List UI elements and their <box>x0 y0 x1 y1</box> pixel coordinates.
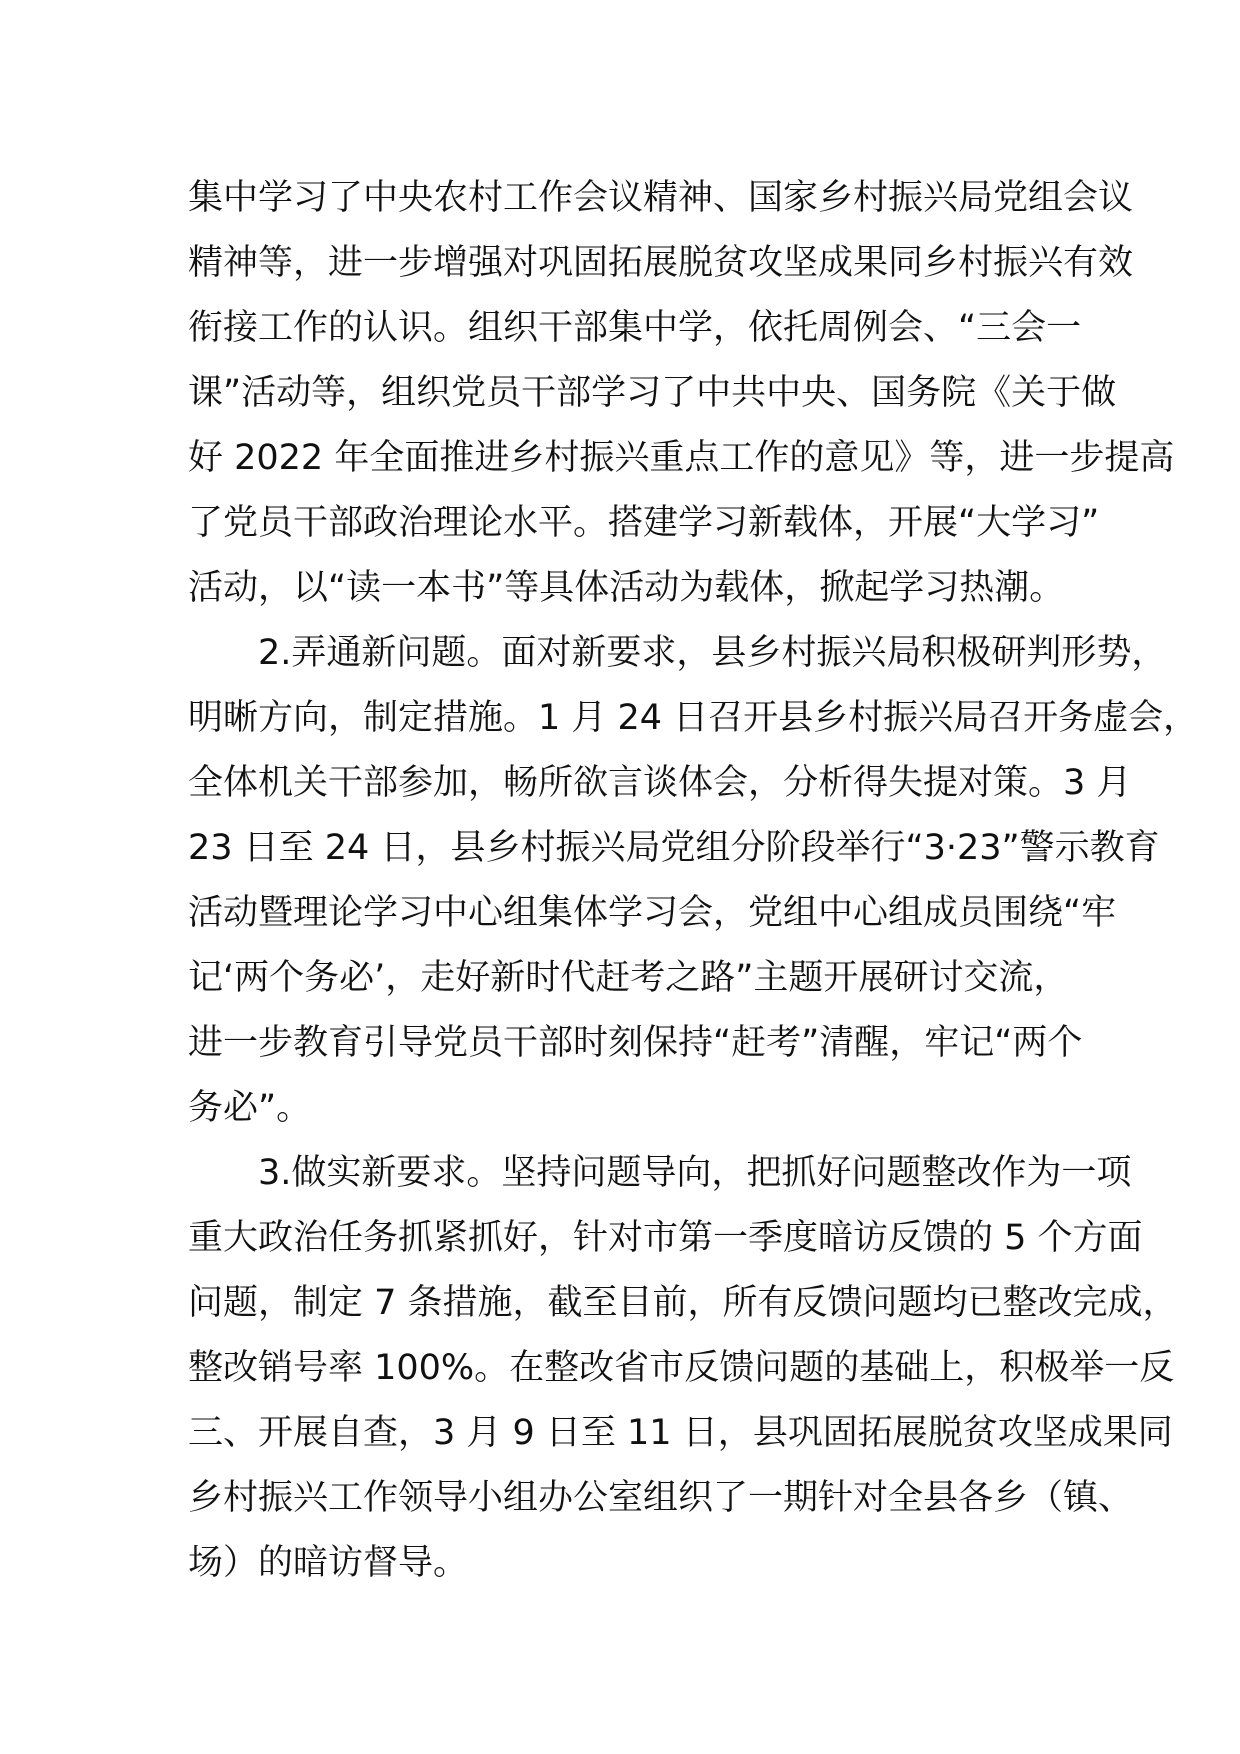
text-line: 活动暨理论学习中心组集体学习会，党组中心组成员围绕“牢 <box>188 893 1117 933</box>
text-line: 场）的暗访督导。 <box>188 1543 469 1583</box>
text-line: 进一步教育引导党员干部时刻保持“赶考”清醒，牢记“两个 <box>188 1023 1083 1063</box>
text-line: 了党员干部政治理论水平。搭建学习新载体，开展“大学习” <box>188 503 1100 543</box>
text-line: 乡村振兴工作领导小组办公室组织了一期针对全县各乡（镇、 <box>188 1478 1134 1518</box>
text-line: 务必”。 <box>188 1088 312 1128</box>
text-line: 好 2022 年全面推进乡村振兴重点工作的意见》等，进一步提高 <box>188 438 1175 478</box>
text-line: 衔接工作的认识。组织干部集中学，依托周例会、“三会一 <box>188 308 1082 348</box>
text-line: 整改销号率 100%。在整改省市反馈问题的基础上，积极举一反 <box>188 1348 1175 1388</box>
text-line: 三、开展自查，3 月 9 日至 11 日，县巩固拓展脱贫攻坚成果同 <box>188 1413 1173 1453</box>
text-line: 记‘两个务必’，走好新时代赶考之路”主题开展研讨交流， <box>188 958 1069 998</box>
text-line: 课”活动等，组织党员干部学习了中共中央、国务院《关于做 <box>188 373 1117 413</box>
text-line: 23 日至 24 日，县乡村振兴局党组分阶段举行“3·23”警示教育 <box>188 828 1160 868</box>
document-body <box>188 166 1199 1596</box>
text-line: 3.做实新要求。坚持问题导向，把抓好问题整改作为一项 <box>188 1153 1132 1193</box>
text-line: 集中学习了中央农村工作会议精神、国家乡村振兴局党组会议 <box>188 178 1134 218</box>
text-line: 精神等，进一步增强对巩固拓展脱贫攻坚成果同乡村振兴有效 <box>188 243 1134 283</box>
text-line: 活动，以“读一本书”等具体活动为载体，掀起学习热潮。 <box>188 568 1065 608</box>
text-line: 2.弄通新问题。面对新要求，县乡村振兴局积极研判形势， <box>188 633 1167 673</box>
text-line: 重大政治任务抓紧抓好，针对市第一季度暗访反馈的 5 个方面 <box>188 1218 1143 1258</box>
text-line: 明晰方向，制定措施。1 月 24 日召开县乡村振兴局召开务虚会， <box>188 698 1199 738</box>
text-line: 问题，制定 7 条措施，截至目前，所有反馈问题均已整改完成， <box>188 1283 1178 1323</box>
text-line: 全体机关干部参加，畅所欲言谈体会，分析得失提对策。3 月 <box>188 763 1132 803</box>
